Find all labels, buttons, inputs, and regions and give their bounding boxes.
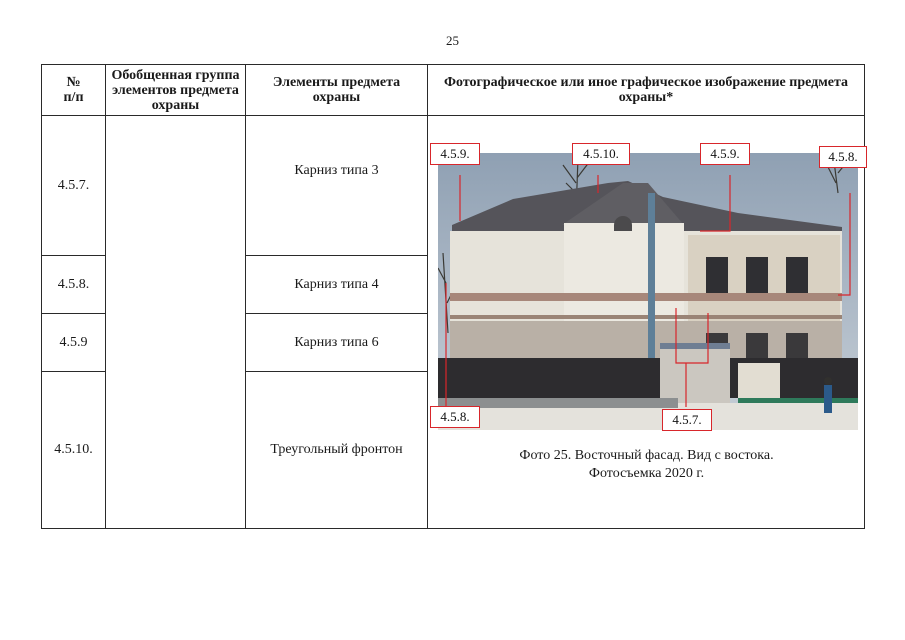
photo-cell — [428, 116, 865, 529]
callout-label: 4.5.9. — [700, 143, 750, 165]
row-number: 4.5.8. — [42, 256, 106, 314]
table-header-row — [42, 65, 865, 116]
table-row — [42, 116, 865, 256]
row-element: Карниз типа 3 — [246, 116, 428, 256]
header-number: № п/п — [42, 65, 106, 116]
photo-caption — [428, 447, 865, 483]
header-elements: Элементы предмета охраны — [246, 65, 428, 116]
header-photo: Фотографическое или иное графическое изображение предмета охраны* — [428, 65, 865, 116]
group-cell — [106, 116, 246, 529]
row-element: Треугольный фронтон — [246, 372, 428, 529]
callout-label: 4.5.8. — [430, 406, 480, 428]
callout-label: 4.5.7. — [662, 409, 712, 431]
row-number: 4.5.9 — [42, 314, 106, 372]
heritage-elements-table — [41, 64, 865, 529]
facade-photo-figure — [438, 146, 858, 430]
page-number: 25 — [446, 33, 459, 48]
caption-line-1: Фото 25. Восточный фасад. Вид с востока. — [519, 448, 774, 463]
callout-label: 4.5.9. — [430, 143, 480, 165]
row-number: 4.5.7. — [42, 116, 106, 256]
callout-label: 4.5.8. — [819, 146, 867, 168]
facade-photo — [438, 153, 858, 430]
callout-label: 4.5.10. — [572, 143, 630, 165]
caption-line-2: Фотосъемка 2020 г. — [588, 466, 705, 481]
row-element: Карниз типа 4 — [246, 256, 428, 314]
row-number: 4.5.10. — [42, 372, 106, 529]
row-element: Карниз типа 6 — [246, 314, 428, 372]
header-group: Обобщенная группа элементов предмета охраны — [106, 65, 246, 116]
